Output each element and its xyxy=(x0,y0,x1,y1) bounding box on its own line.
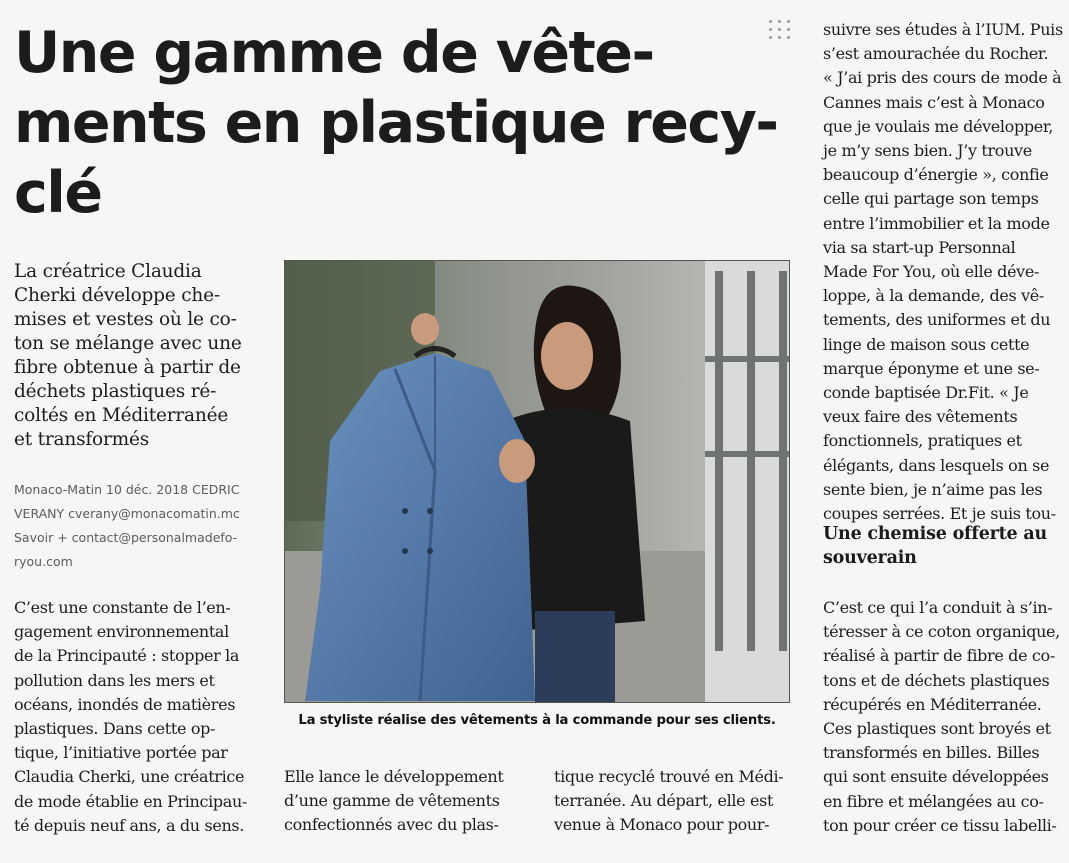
body-line: de mode établie en Principau- xyxy=(14,791,247,811)
section-subheading xyxy=(823,522,1047,570)
article-photo xyxy=(284,260,790,703)
body-line: venue à Monaco pour pour- xyxy=(554,815,770,835)
body-line: récupérés en Méditerranée. xyxy=(823,694,1042,714)
body-line: té depuis neuf ans, a du sens. xyxy=(14,815,245,835)
title-line: Une gamme de vête- xyxy=(14,20,654,86)
byline-line: VERANY cverany@monacomatin.mc xyxy=(14,506,240,521)
body-line: Cannes mais c’est à Monaco xyxy=(823,92,1045,112)
article-lead xyxy=(14,260,242,452)
body-line: de la Principauté : stopper la xyxy=(14,646,240,666)
body-line: en fibre et mélangées au co- xyxy=(823,791,1044,811)
lead-line: déchets plastiques ré- xyxy=(14,381,217,402)
body-line: tements, des uniformes et du xyxy=(823,310,1051,330)
body-line: suivre ses études à l’IUM. Puis xyxy=(823,20,1063,39)
body-line: beaucoup d’énergie », confie xyxy=(823,165,1049,185)
body-line: entre l’immobilier et la mode xyxy=(823,213,1050,233)
lead-line: fibre obtenue à partir de xyxy=(14,357,241,378)
body-column-2 xyxy=(284,765,503,838)
body-line: transformés en billes. Billes xyxy=(823,743,1040,763)
body-column-4 xyxy=(823,18,1063,526)
body-line: coupes serrées. Et je suis tou- xyxy=(823,504,1056,524)
grip-dots-icon[interactable] xyxy=(769,20,793,42)
body-line: « J’ai pris des cours de mode à xyxy=(823,68,1062,88)
body-line: océans, inondés de matières xyxy=(14,694,236,714)
body-line: loppe, à la demande, des vê- xyxy=(823,286,1044,306)
body-line: plastiques. Dans cette op- xyxy=(14,719,216,739)
lead-line: La créatrice Claudia xyxy=(14,261,202,282)
body-line: veux faire des vêtements xyxy=(823,407,1018,427)
body-column-3 xyxy=(554,765,783,838)
body-line: conde baptisée Dr.Fit. « Je xyxy=(823,383,1029,403)
body-line: via sa start-up Personnal xyxy=(823,237,1016,257)
byline-line: ryou.com xyxy=(14,554,73,569)
body-line: que je voulais me développer, xyxy=(823,116,1054,136)
body-line: Claudia Cherki, une créatrice xyxy=(14,767,245,787)
body-line: fonctionnels, pratiques et xyxy=(823,431,1022,451)
lead-line: et transformés xyxy=(14,429,149,450)
body-line: ton pour créer ce tissu labelli- xyxy=(823,815,1057,835)
byline-line: Savoir + contact@personalmadefo- xyxy=(14,530,238,545)
body-line: d’une gamme de vêtements xyxy=(284,791,500,811)
lead-line: mises et vestes où le co- xyxy=(14,309,237,330)
body-column-1 xyxy=(14,596,247,838)
title-line: clé xyxy=(14,160,102,226)
body-line: élégants, dans lesquels on se xyxy=(823,455,1050,475)
lead-line: Cherki développe che- xyxy=(14,285,220,306)
body-line: je m’y sens bien. J’y trouve xyxy=(823,141,1032,161)
body-line: Elle lance le développement xyxy=(284,767,504,786)
body-line: tique recyclé trouvé en Médi- xyxy=(554,767,784,786)
body-line: réalisé à partir de fibre de co- xyxy=(823,646,1055,666)
byline-line: Monaco-Matin 10 déc. 2018 CEDRIC xyxy=(14,482,240,497)
subhead-line: souverain xyxy=(823,548,917,568)
body-line: qui sont ensuite développées xyxy=(823,767,1049,787)
lead-line: ton se mélange avec une xyxy=(14,333,242,354)
body-line: Made For You, où elle déve- xyxy=(823,262,1040,282)
body-line: gagement environnemental xyxy=(14,622,229,642)
body-line: marque éponyme et une se- xyxy=(823,358,1040,378)
body-line: Ces plastiques sont broyés et xyxy=(823,719,1051,739)
lead-line: coltés en Méditerranée xyxy=(14,405,229,426)
body-line: tons et de déchets plastiques xyxy=(823,670,1050,690)
body-line: téresser à ce coton organique, xyxy=(823,622,1060,642)
body-line: sente bien, je n’aime pas les xyxy=(823,479,1043,499)
article-byline xyxy=(14,478,240,574)
body-line: s’est amourachée du Rocher. xyxy=(823,44,1049,64)
title-line: ments en plastique recy- xyxy=(14,90,778,156)
stylist-holding-jacket-image xyxy=(285,261,790,703)
body-line: celle qui partage son temps xyxy=(823,189,1039,209)
body-line: confectionnés avec du plas- xyxy=(284,815,499,835)
body-line: pollution dans les mers et xyxy=(14,670,215,690)
body-column-4-continued xyxy=(823,596,1060,838)
body-line: terranée. Au départ, elle est xyxy=(554,791,774,811)
photo-caption: La styliste réalise des vêtements à la commande pour ses clients. xyxy=(298,713,776,728)
body-line: C’est ce qui l’a conduit à s’in- xyxy=(823,598,1053,617)
body-line: tique, l’initiative portée par xyxy=(14,743,228,763)
body-line: linge de maison sous cette xyxy=(823,334,1030,354)
article-title xyxy=(14,18,778,228)
subhead-line: Une chemise offerte au xyxy=(823,524,1048,544)
body-line: C’est une constante de l’en- xyxy=(14,598,231,617)
